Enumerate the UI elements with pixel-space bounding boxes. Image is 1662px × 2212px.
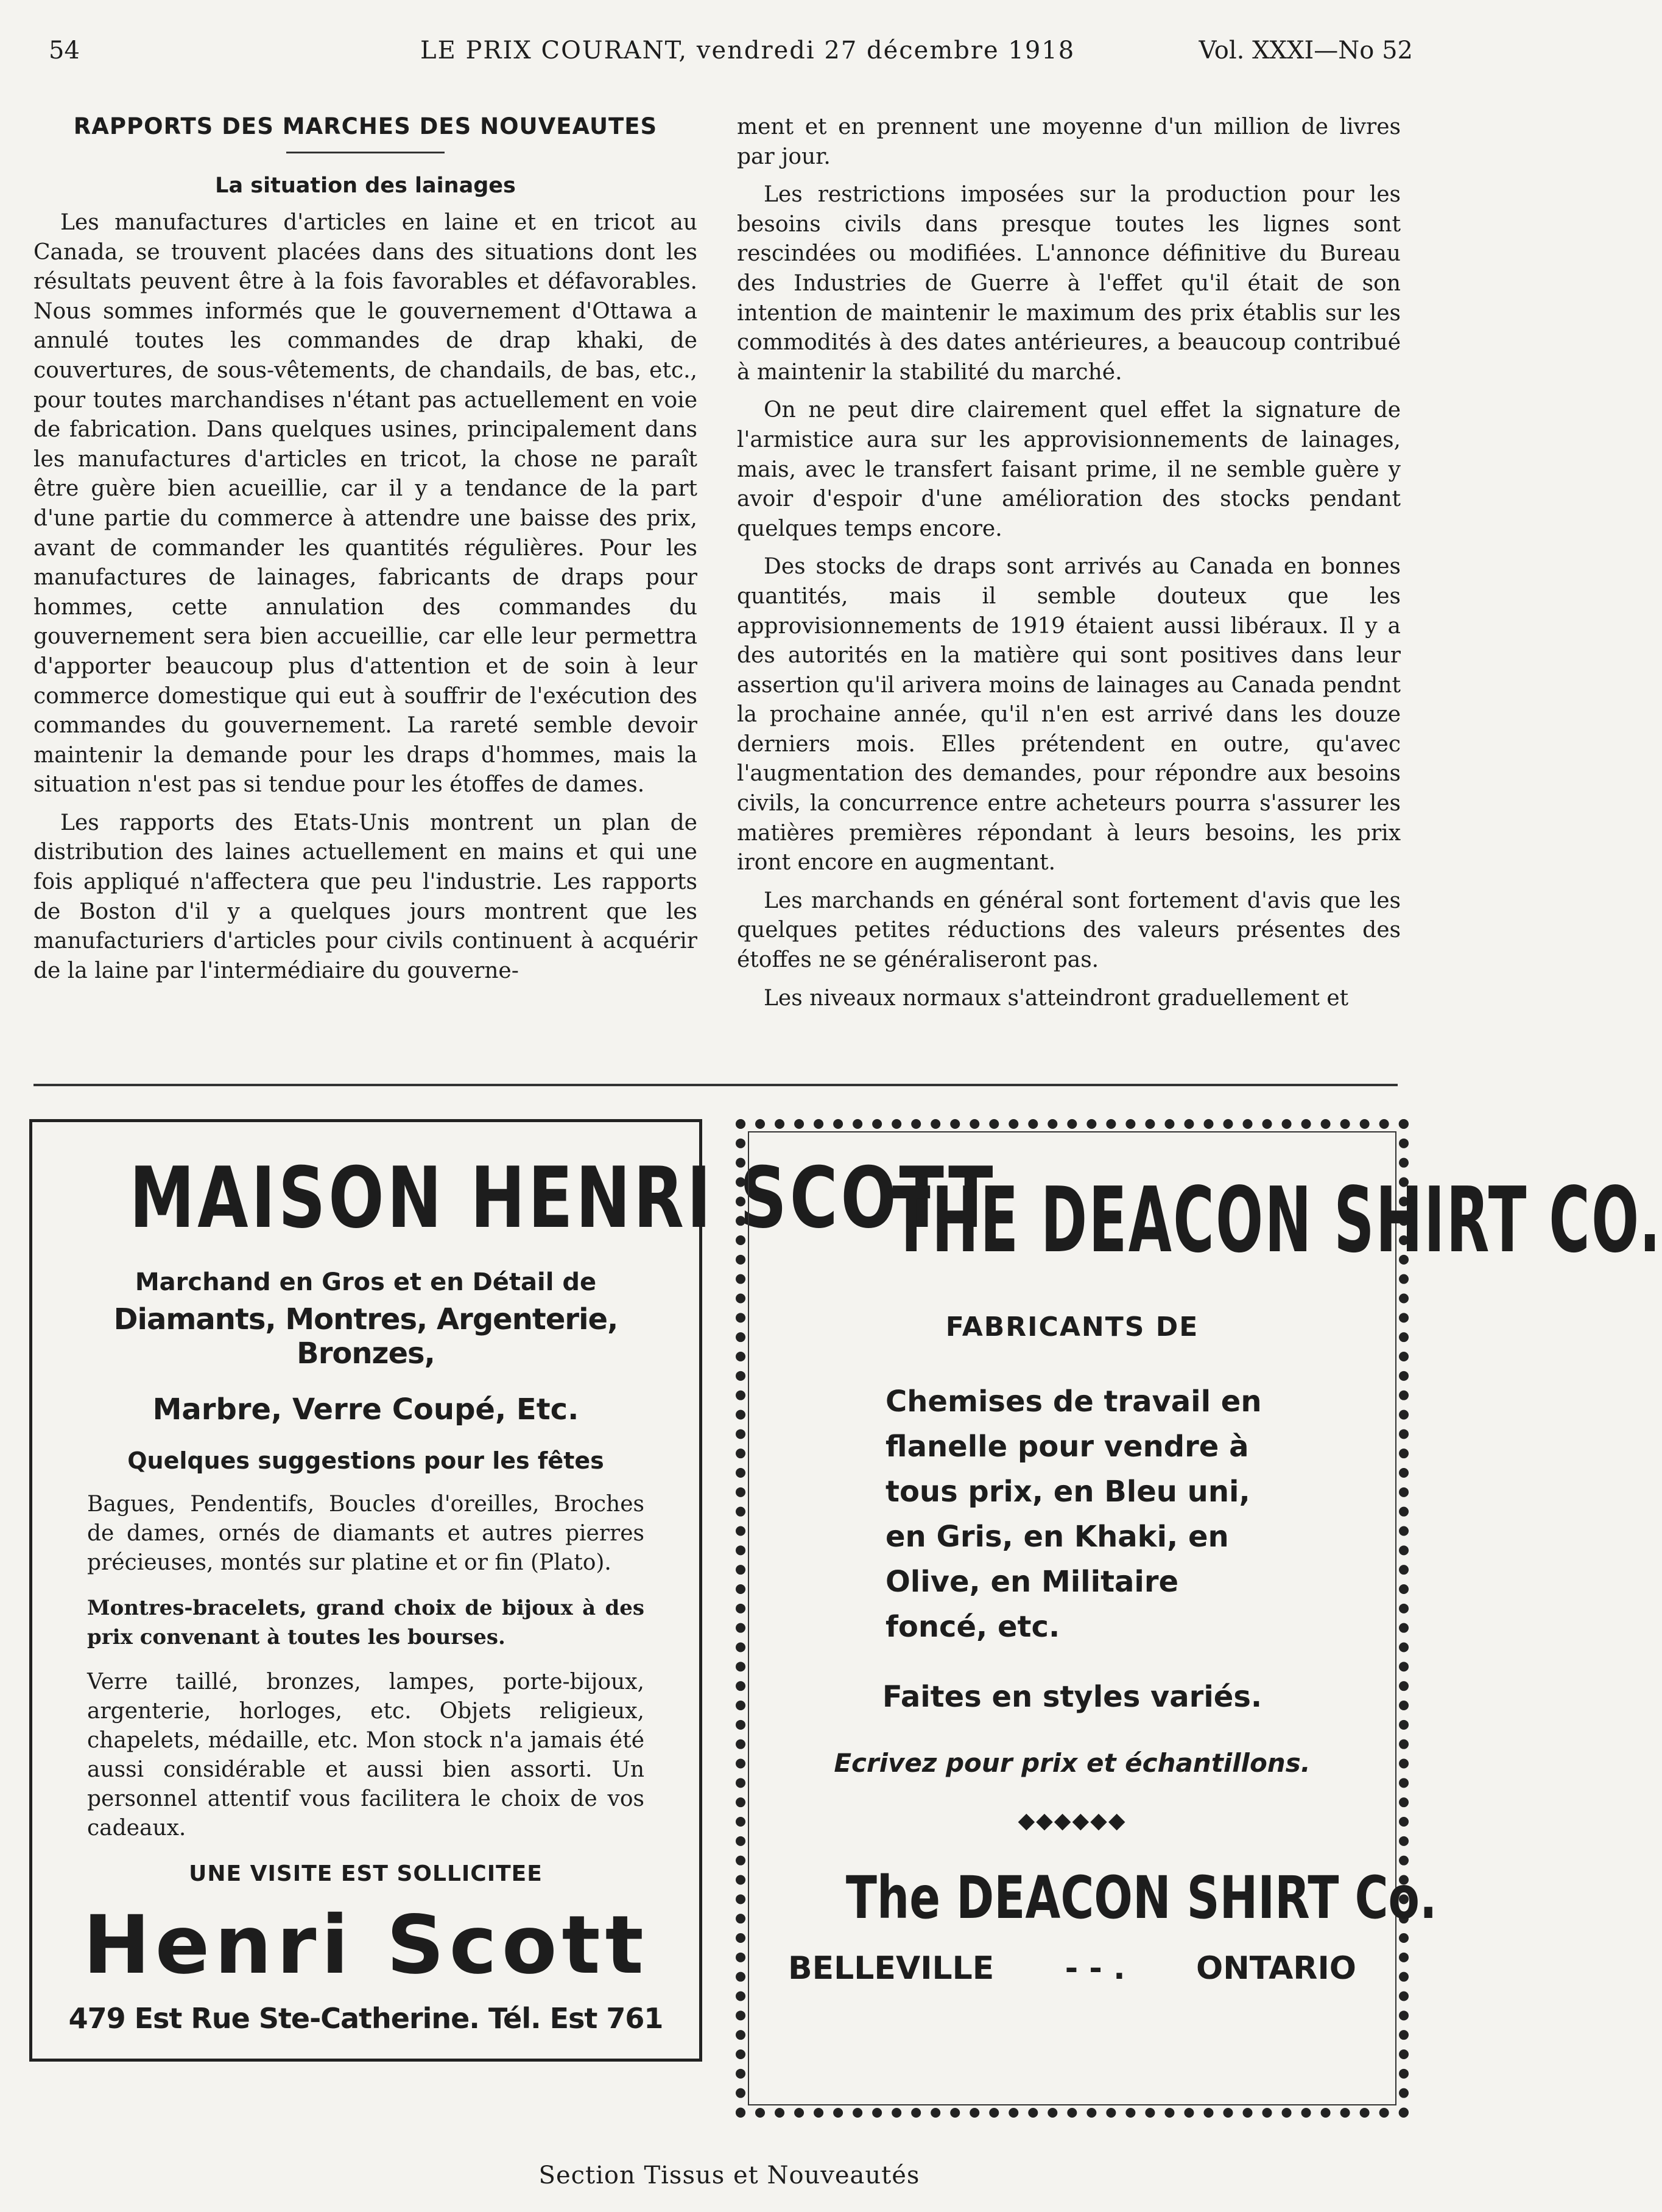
article-paragraph: Les marchands en général sont fortement d'avis que les quelques petites réductions des valeurs présentes des étoffes ne se généraliseront pas.	[737, 888, 1401, 973]
ad-signature-name: Henri Scott	[83, 1898, 649, 1992]
article-subtitle: La situation des lainages	[215, 174, 516, 198]
title-rule	[286, 152, 445, 153]
article-paragraph: Les niveaux normaux s'atteindront graduellement et	[764, 985, 1349, 1011]
ad-visit-line: UNE VISITE EST SOLLICITEE	[189, 1861, 543, 1886]
page-header	[49, 37, 1413, 73]
diamond-ornament-icon: ◆◆◆◆◆◆	[1018, 1808, 1127, 1833]
ad-province: ONTARIO	[1196, 1950, 1356, 1987]
ad-suggestions-heading: Quelques suggestions pour les fêtes	[127, 1447, 604, 1474]
article-paragraph: Les rapports des Etats-Unis montrent un plan de distribution des laines actuellement en mains et qui une fois appliqué n'affectera que peu l'industrie. Les rapports de Boston d'il y a quelques jours montrent que les manufacturiers d'articles pour civils continuent à acquérir de la laine par l'intermédiaire du gouverne-	[33, 810, 697, 983]
section-divider	[33, 1084, 1398, 1086]
ad-address: 479 Est Rue Ste-Catherine. Tél. Est 761	[68, 2002, 663, 2035]
publication-line: LE PRIX COURANT, vendredi 27 décembre 1918	[420, 37, 1076, 65]
ad-contact-line: Ecrivez pour prix et échantillons.	[834, 1748, 1311, 1778]
ad-line: Marbre, Verre Coupé, Etc.	[152, 1392, 579, 1427]
article-paragraph: Des stocks de draps sont arrivés au Canada en bonnes quantités, mais il semble douteux que les approvisionnements de 1919 étaient aussi libéraux. Il y a des autorités en la matière qui sont positives dans leur assertion qu'il arivera moins de lainages au Canada pendnt la prochaine année, qu'il n'en est arrivé dans les douze derniers mois. Elles prétendent en outre, qu'avec l'augmentation des demandes, pour répondre aux besoins civils, la concurrence entre acheteurs pourra s'assurer les matières premières répondant à leurs besoins, les prix iront encore en augmentant.	[737, 554, 1401, 876]
article-paragraph: ment et en prennent une moyenne d'un million de livres par jour.	[737, 114, 1401, 169]
article-title: RAPPORTS DES MARCHES DES NOUVEAUTES	[73, 113, 658, 139]
article-paragraph: Les restrictions imposées sur la production pour les besoins civils dans presque toutes les lignes sont rescindées ou modifiées. L'annonce définitive du Bureau des Industries de Guerre à l'effet qu'il était de son intention de maintenir le maximum des prix établis sur les commodités à des dates antérieures, a beaucoup contribué à maintenir la stabilité du marché.	[737, 182, 1401, 385]
ad-brand-title: MAISON HENRI SCOTT	[129, 1149, 996, 1247]
ad-city: BELLEVILLE	[788, 1950, 995, 1987]
ad-brand-title: THE DEACON SHIRT CO.	[892, 1168, 1662, 1273]
volume-number: Vol. XXXI—No 52	[1199, 37, 1413, 65]
article-paragraph: Les manufactures d'articles en laine et en tricot au Canada, se trouvent placées dans des situations dont les résultats peuvent être à la fois favorables et défavorables. Nous sommes informés que le gouvernement d'Ottawa a annulé toutes les commandes de drap khaki, de couvertures, de sous-vêtements, de chandails, de bas, etc., pour toutes marchandises n'étant pas actuellement en voie de fabrication. Dans quelques usines, principalement dans les manufactures d'articles en tricot, la chose ne paraît être guère bien acueillie, car il y a tendance de la part d'une partie du commerce à attendre une baisse des prix, avant de commander les quantités régulières. Pour les manufactures de lainages, fabricants de draps pour hommes, cette annulation des commandes du gouvernement sera bien accueillie, car elle leur permettra d'apporter beaucoup plus d'attention et de soin à leur commerce domestique qui eut à souffrir de l'exécution des commandes du gouvernement. La rareté semble devoir maintenir la demande pour les draps d'hommes, mais la situation n'est pas si tendue pour les étoffes de dames.	[33, 210, 697, 798]
article-column-right	[737, 113, 1401, 1022]
ad-location-separator: - - .	[1065, 1950, 1125, 1987]
page-footer: Section Tissus et Nouveautés	[538, 2161, 920, 2189]
ad-line: Diamants, Montres, Argenterie, Bronzes,	[113, 1302, 618, 1371]
page-number: 54	[49, 37, 80, 65]
ad-paragraph: Montres-bracelets, grand choix de bijoux à des prix convenant à toutes les bourses.	[87, 1596, 644, 1649]
article-paragraph: On ne peut dire clairement quel effet la signature de l'armistice aura sur les approvisionnements de lainages, mais, avec le transfert faisant prime, il ne semble guère y avoir d'espoir d'une amélioration des stocks pendant quelques temps encore.	[737, 398, 1401, 541]
article-column-left	[33, 113, 697, 994]
ad-location	[782, 1950, 1362, 1987]
ad-description: Chemises de travail en flanelle pour vendre à tous prix, en Bleu uni, en Gris, en Khaki, en Olive, en Militaire foncé, etc.	[886, 1385, 1262, 1644]
advertisement-deacon-shirt	[736, 1119, 1662, 2118]
ad-paragraph: Verre taillé, bronzes, lampes, porte-bijoux, argenterie, horloges, etc. Objets religieux, chapelets, médaille, etc. Mon stock n'a jamais été aussi considérable et aussi bien assorti. Un personnel attentif vous facilitera le choix de vos cadeaux.	[87, 1670, 644, 1841]
ad-line: Marchand en Gros et en Détail de	[135, 1268, 597, 1296]
ad-fabricants-heading: FABRICANTS DE	[945, 1311, 1199, 1343]
ad-company-name: The DEACON SHIRT Co.	[845, 1864, 1437, 1932]
ad-paragraph: Bagues, Pendentifs, Boucles d'oreilles, Broches de dames, ornés de diamants et autres pierres précieuses, montés sur platine et or fin (Plato).	[87, 1492, 644, 1575]
ad-styles-line: Faites en styles variés.	[882, 1680, 1262, 1714]
